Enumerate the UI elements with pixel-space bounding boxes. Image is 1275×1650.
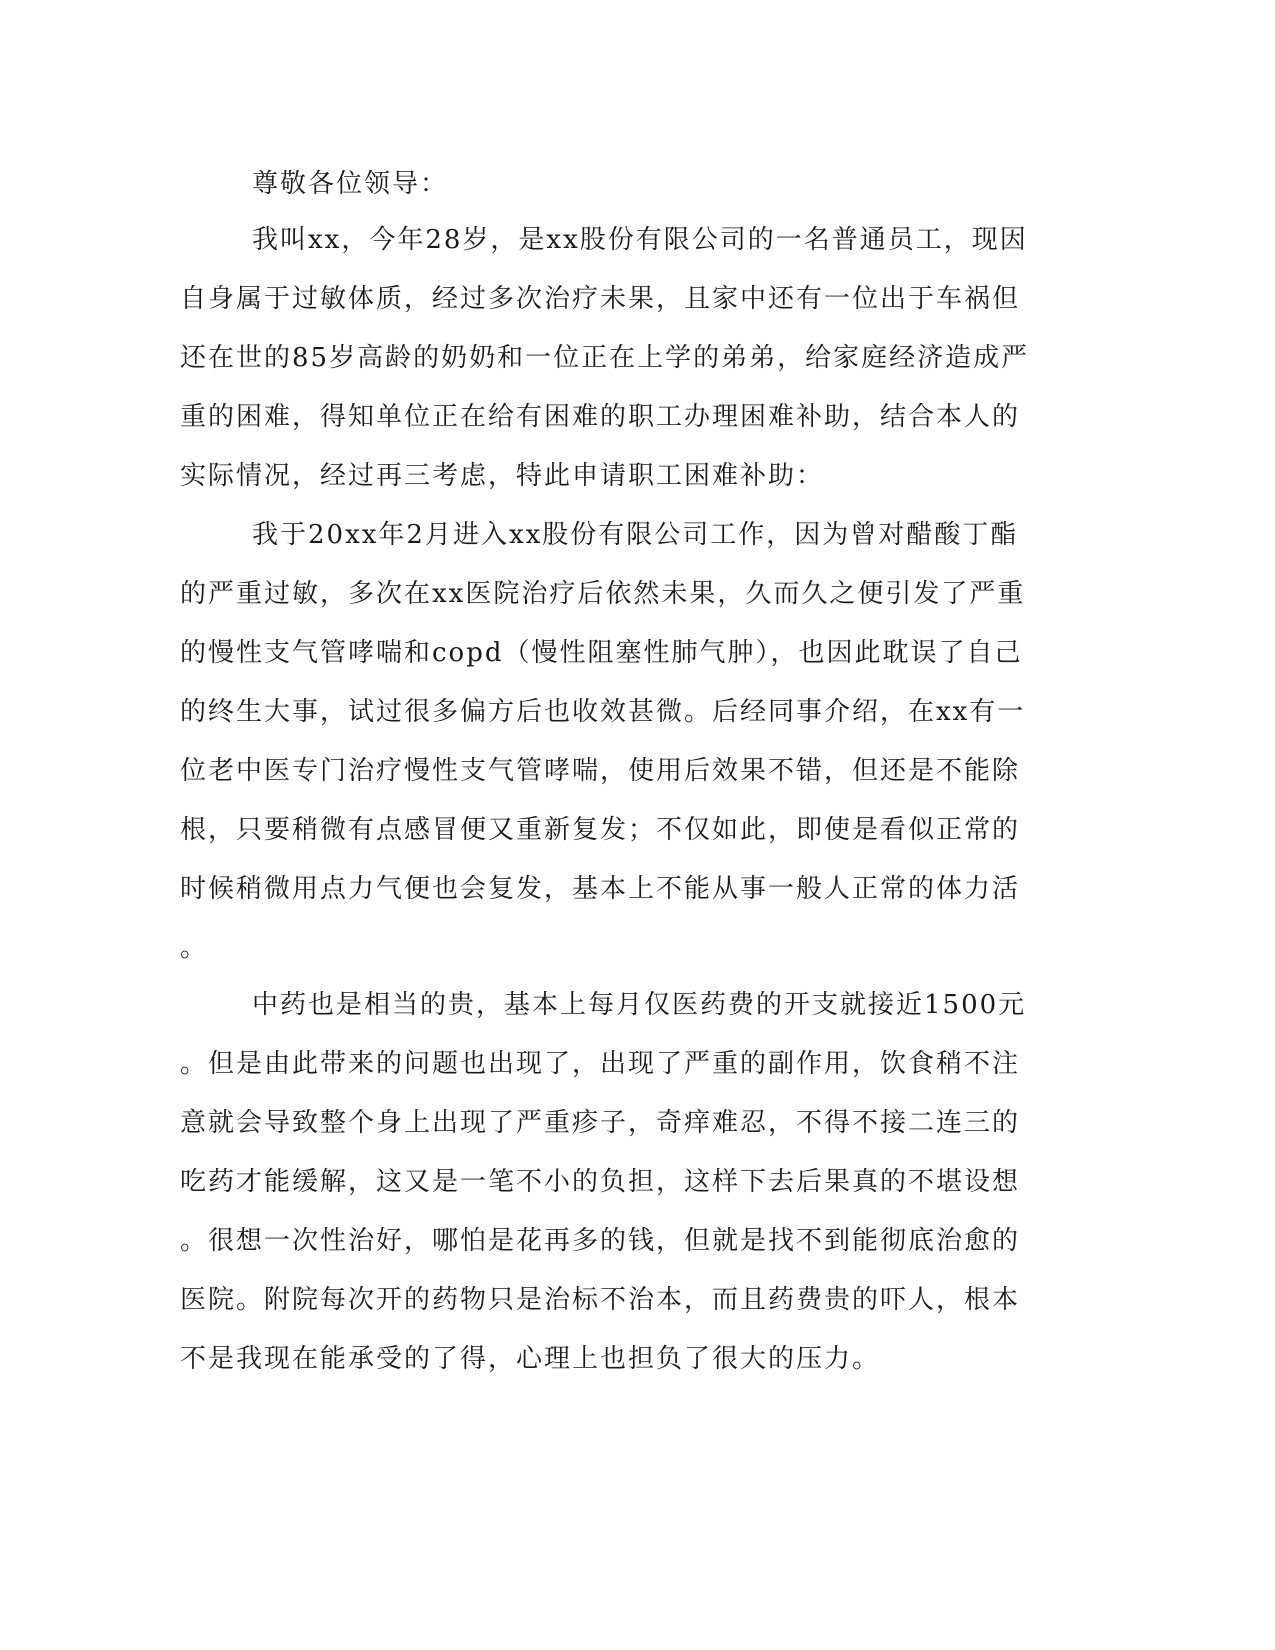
text-line: 我叫xx，今年28岁，是xx股份有限公司的一名普通员工，现因 <box>252 225 1028 255</box>
text-line: 的终生大事，试过很多偏方后也收效甚微。后经同事介绍，在xx有一 <box>180 697 1026 727</box>
text-line: 中药也是相当的贵，基本上每月仅医药费的开支就接近1500元 <box>252 990 1027 1020</box>
text-line: 意就会导致整个身上出现了严重疹子，奇痒难忍，不得不接二连三的 <box>180 1108 1021 1138</box>
text-line: 位老中医专门治疗慢性支气管哮喘，使用后效果不错，但还是不能除 <box>180 756 1021 786</box>
text-line: 的慢性支气管哮喘和copd（慢性阻塞性肺气肿），也因此耽误了自己 <box>180 638 1023 668</box>
text-line: 。 <box>180 933 209 963</box>
salutation: 尊敬各位领导： <box>252 169 449 199</box>
text-line: 不是我现在能承受的了得，心理上也担负了很大的压力。 <box>180 1344 881 1374</box>
text-line: 时候稍微用点力气便也会复发，基本上不能从事一般人正常的体力活 <box>180 874 1021 904</box>
text-line: 。但是由此带来的问题也出现了，出现了严重的副作用，饮食稍不注 <box>180 1049 1021 1079</box>
text-line: 吃药才能缓解，这又是一笔不小的负担，这样下去后果真的不堪设想 <box>180 1167 1021 1197</box>
text-line: 。很想一次性治好，哪怕是花再多的钱，但就是找不到能彻底治愈的 <box>180 1226 1021 1256</box>
text-line: 医院。附院每次开的药物只是治标不治本，而且药费贵的吓人，根本 <box>180 1285 1021 1315</box>
text-line: 还在世的85岁高龄的奶奶和一位正在上学的弟弟，给家庭经济造成严 <box>180 343 1030 373</box>
text-line: 重的困难，得知单位正在给有困难的职工办理困难补助，结合本人的 <box>180 402 1021 432</box>
text-line: 实际情况，经过再三考虑，特此申请职工困难补助： <box>180 461 825 491</box>
text-line: 根，只要稍微有点感冒便又重新复发；不仅如此，即使是看似正常的 <box>180 815 1021 845</box>
text-line: 我于20xx年2月进入xx股份有限公司工作，因为曾对醋酸丁酯 <box>252 520 1019 550</box>
text-line: 自身属于过敏体质，经过多次治疗未果，且家中还有一位出于车祸但 <box>180 284 1021 314</box>
text-line: 的严重过敏，多次在xx医院治疗后依然未果，久而久之便引发了严重 <box>180 579 1026 609</box>
